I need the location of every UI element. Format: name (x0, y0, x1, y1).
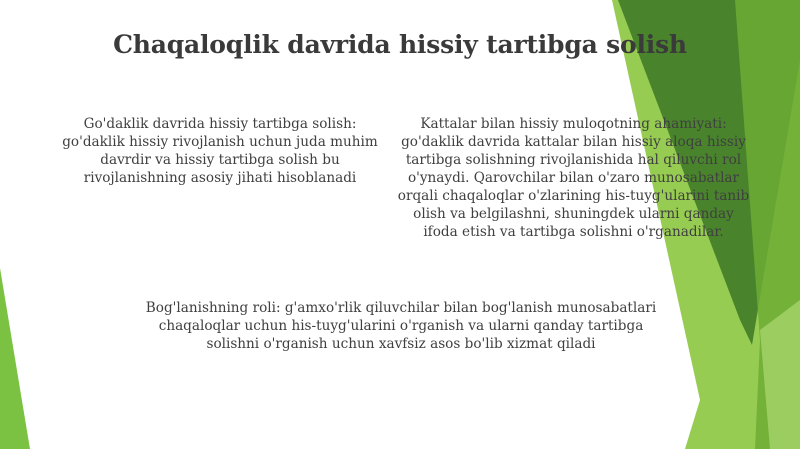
right-text-block: Kattalar bilan hissiy muloqotning ahamiyati: go'daklik davrida kattalar bilan hissiy aloqa hissiy tartibga solishning rivojlanishida hal qiluvchi rol o'ynaydi. Qarovchilar bilan o'zaro munosabatlar orqali chaqaloqlar o'zlarining his-tuyg'ularini tanib olish va belgilashni, shuningdek ularni qanday ifoda etish va tartibga solishni o'rganadilar. (397, 116, 750, 240)
left-text-block: Go'daklik davrida hissiy tartibga solish: go'daklik hissiy rivojlanish uchun juda muhim davrdir va hissiy tartibga solish bu rivojlanishning asosiy jihati hisoblanadi (62, 116, 378, 186)
bottom-text-block: Bog'lanishning roli: g'amxo'rlik qiluvchilar bilan bog'lanish munosabatlari chaqaloqlar uchun his-tuyg'ularini o'rganish va ularni qanday tartibga solishni o'rganish uchun xavfsiz asos bo'lib xizmat qiladi (145, 300, 657, 352)
slide-title: Chaqaloqlik davrida hissiy tartibga solish (113, 30, 687, 59)
left-green-sliver (0, 268, 30, 449)
